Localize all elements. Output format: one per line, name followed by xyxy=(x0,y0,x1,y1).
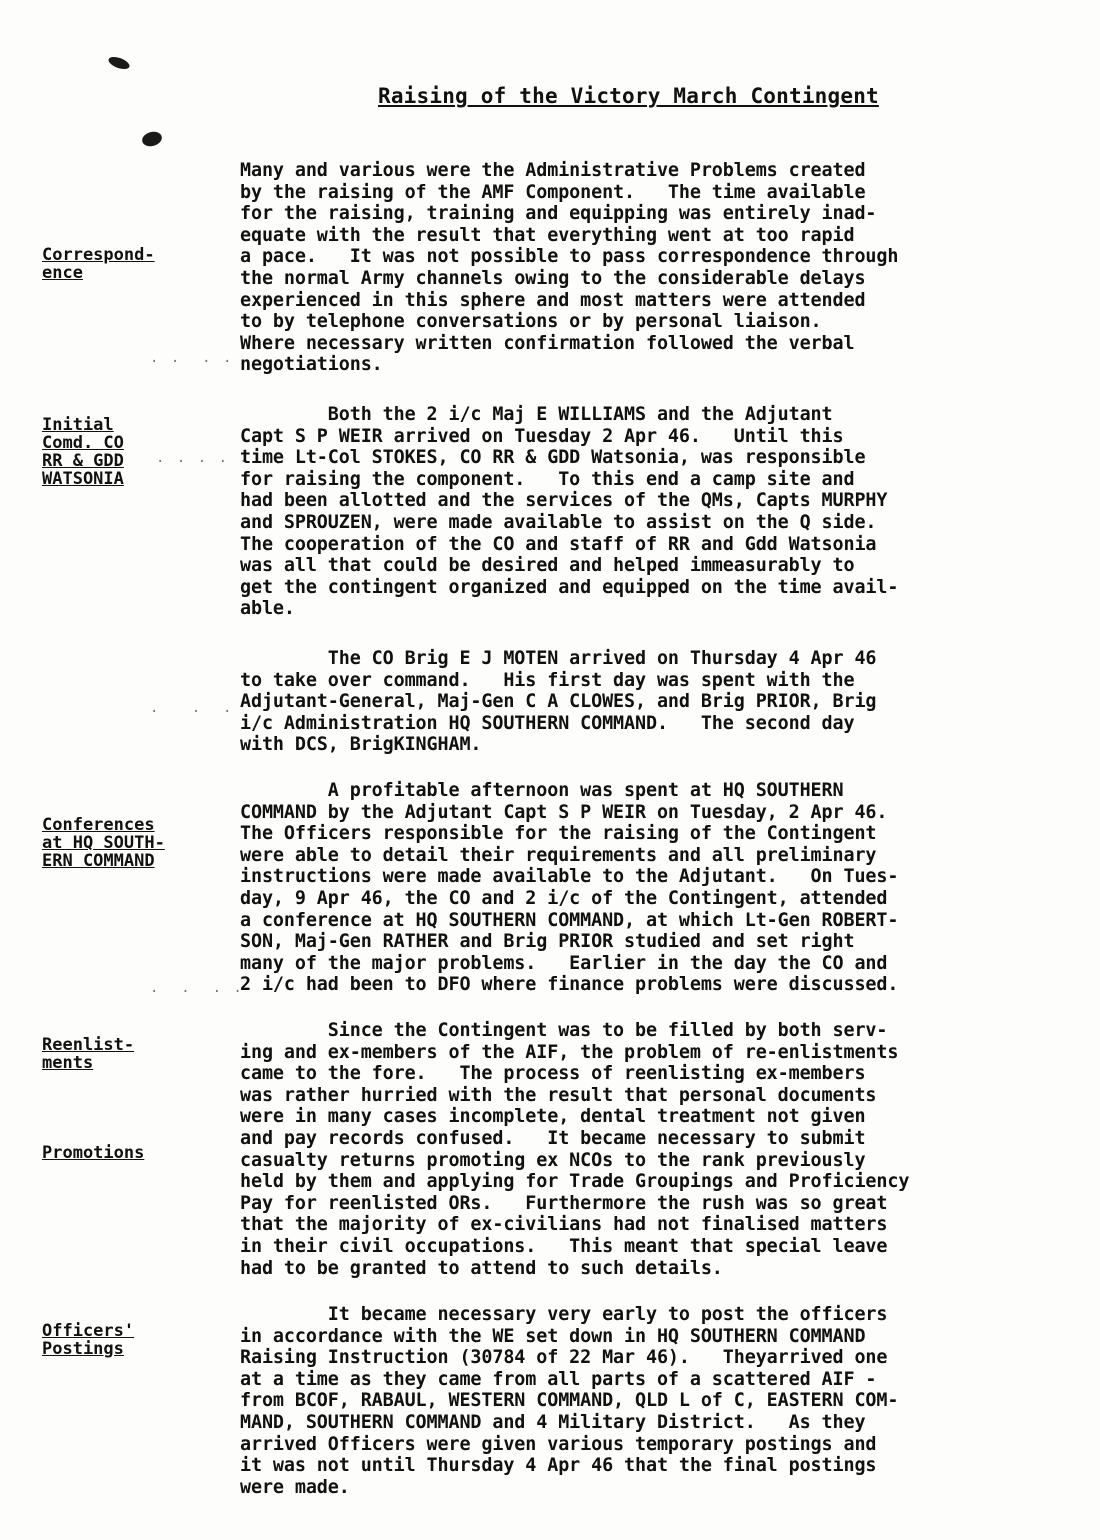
margin-note-correspondence: Correspond- ence xyxy=(42,245,155,283)
document-title: Raising of the Victory March Contingent xyxy=(378,84,879,108)
paragraph-correspondence: Many and various were the Administrative Problems created by the raising of the AMF Component. The time available for the raising, training and equipping was entirely inad- equate with the result that everything went at too rapid a pace. It was not possible to pass correspondence through the normal Army channels owing to the considerable delays experienced in this sphere and most matters were attended to by telephone conversations or by personal liaison. Where necessary written confirmation followed the verbal negotiations. xyxy=(240,160,899,376)
margin-note-initial-comd: Initial Comd. CO RR & GDD WATSONIA xyxy=(42,415,124,489)
paragraph-initial-command: Both the 2 i/c Maj E WILLIAMS and the Adjutant Capt S P WEIR arrived on Tuesday 2 Apr 46. Until this time Lt-Col STOKES, CO RR & GDD Watsonia, was responsible for raising the component. To this end a camp site and had been allotted and the services of the QMs, Capts MURPHY and SPROUZEN, were made available to assist on the Q side. The cooperation of the CO and staff of RR and Gdd Watsonia was all that could be desired and helped immeasurably to get the contingent organized and equipped on the time avail- able. xyxy=(240,404,899,620)
margin-note-promotions: Promotions xyxy=(42,1143,145,1163)
ink-smudge-mid xyxy=(141,130,164,149)
ink-smudge-top xyxy=(107,55,131,72)
margin-note-officers-postings: Officers' Postings xyxy=(42,1321,135,1359)
margin-speckle-3: . . . xyxy=(150,700,234,716)
paragraph-reenlistments: Since the Contingent was to be filled by both serv- ing and ex-members of the AIF, the problem of re-enlistments came to the fore. The process of reenlisting ex-members was rather hurried with the result that personal documents were in many cases incomplete, dental treatment not given and pay records confused. It became necessary to submit casualty returns promoting ex NCOs to the rank previously held by them and applying for Trade Groupings and Proficiency Pay for reenlisted ORs. Furthermore the rush was so great that the majority of ex-civilians had not finalised matters in their civil occupations. This meant that special leave had to be granted to attend to such details. xyxy=(240,1020,910,1279)
paragraph-conferences: A profitable afternoon was spent at HQ SOUTHERN COMMAND by the Adjutant Capt S P WEIR on Tuesday, 2 Apr 46. The Officers responsible for the raising of the Contingent were able to detail their requirements and all preliminary instructions were made available to the Adjutant. On Tues- day, 9 Apr 46, the CO and 2 i/c of the Contingent, attended a conference at HQ SOUTHERN COMMAND, at which Lt-Gen ROBERT- SON, Maj-Gen RATHER and Brig PRIOR studied and set right many of the major problems. Earlier in the day the CO and 2 i/c had been to DFO where finance problems were discussed. xyxy=(240,780,899,996)
paragraph-officers-postings: It became necessary very early to post the officers in accordance with the WE set down in HQ SOUTHERN COMMAND Raising Instruction (30784 of 22 Mar 46). Theyarrived one at a time as they came from all parts of a scattered AIF - from BCOF, RABAUL, WESTERN COMMAND, QLD L of C, EASTERN COM- MAND, SOUTHERN COMMAND and 4 Military District. As they arrived Officers were given various temporary postings and it was not until Thursday 4 Apr 46 that the final postings were made. xyxy=(240,1304,899,1498)
margin-note-conferences: Conferences at HQ SOUTH- ERN COMMAND xyxy=(42,815,165,871)
margin-note-reenlistments: Reenlist- ments xyxy=(42,1035,135,1073)
margin-speckle-4: . . . . xyxy=(150,980,244,996)
margin-speckle-1: . . . . xyxy=(150,350,234,366)
paragraph-co-arrival: The CO Brig E J MOTEN arrived on Thursday 4 Apr 46 to take over command. His first day was spent with the Adjutant-General, Maj-Gen C A CLOWES, and Brig PRIOR, Brig i/c Administration HQ SOUTHERN COMMAND. The second day with DCS, BrigKINGHAM. xyxy=(240,648,877,756)
margin-speckle-2: . . . . . xyxy=(156,450,250,466)
